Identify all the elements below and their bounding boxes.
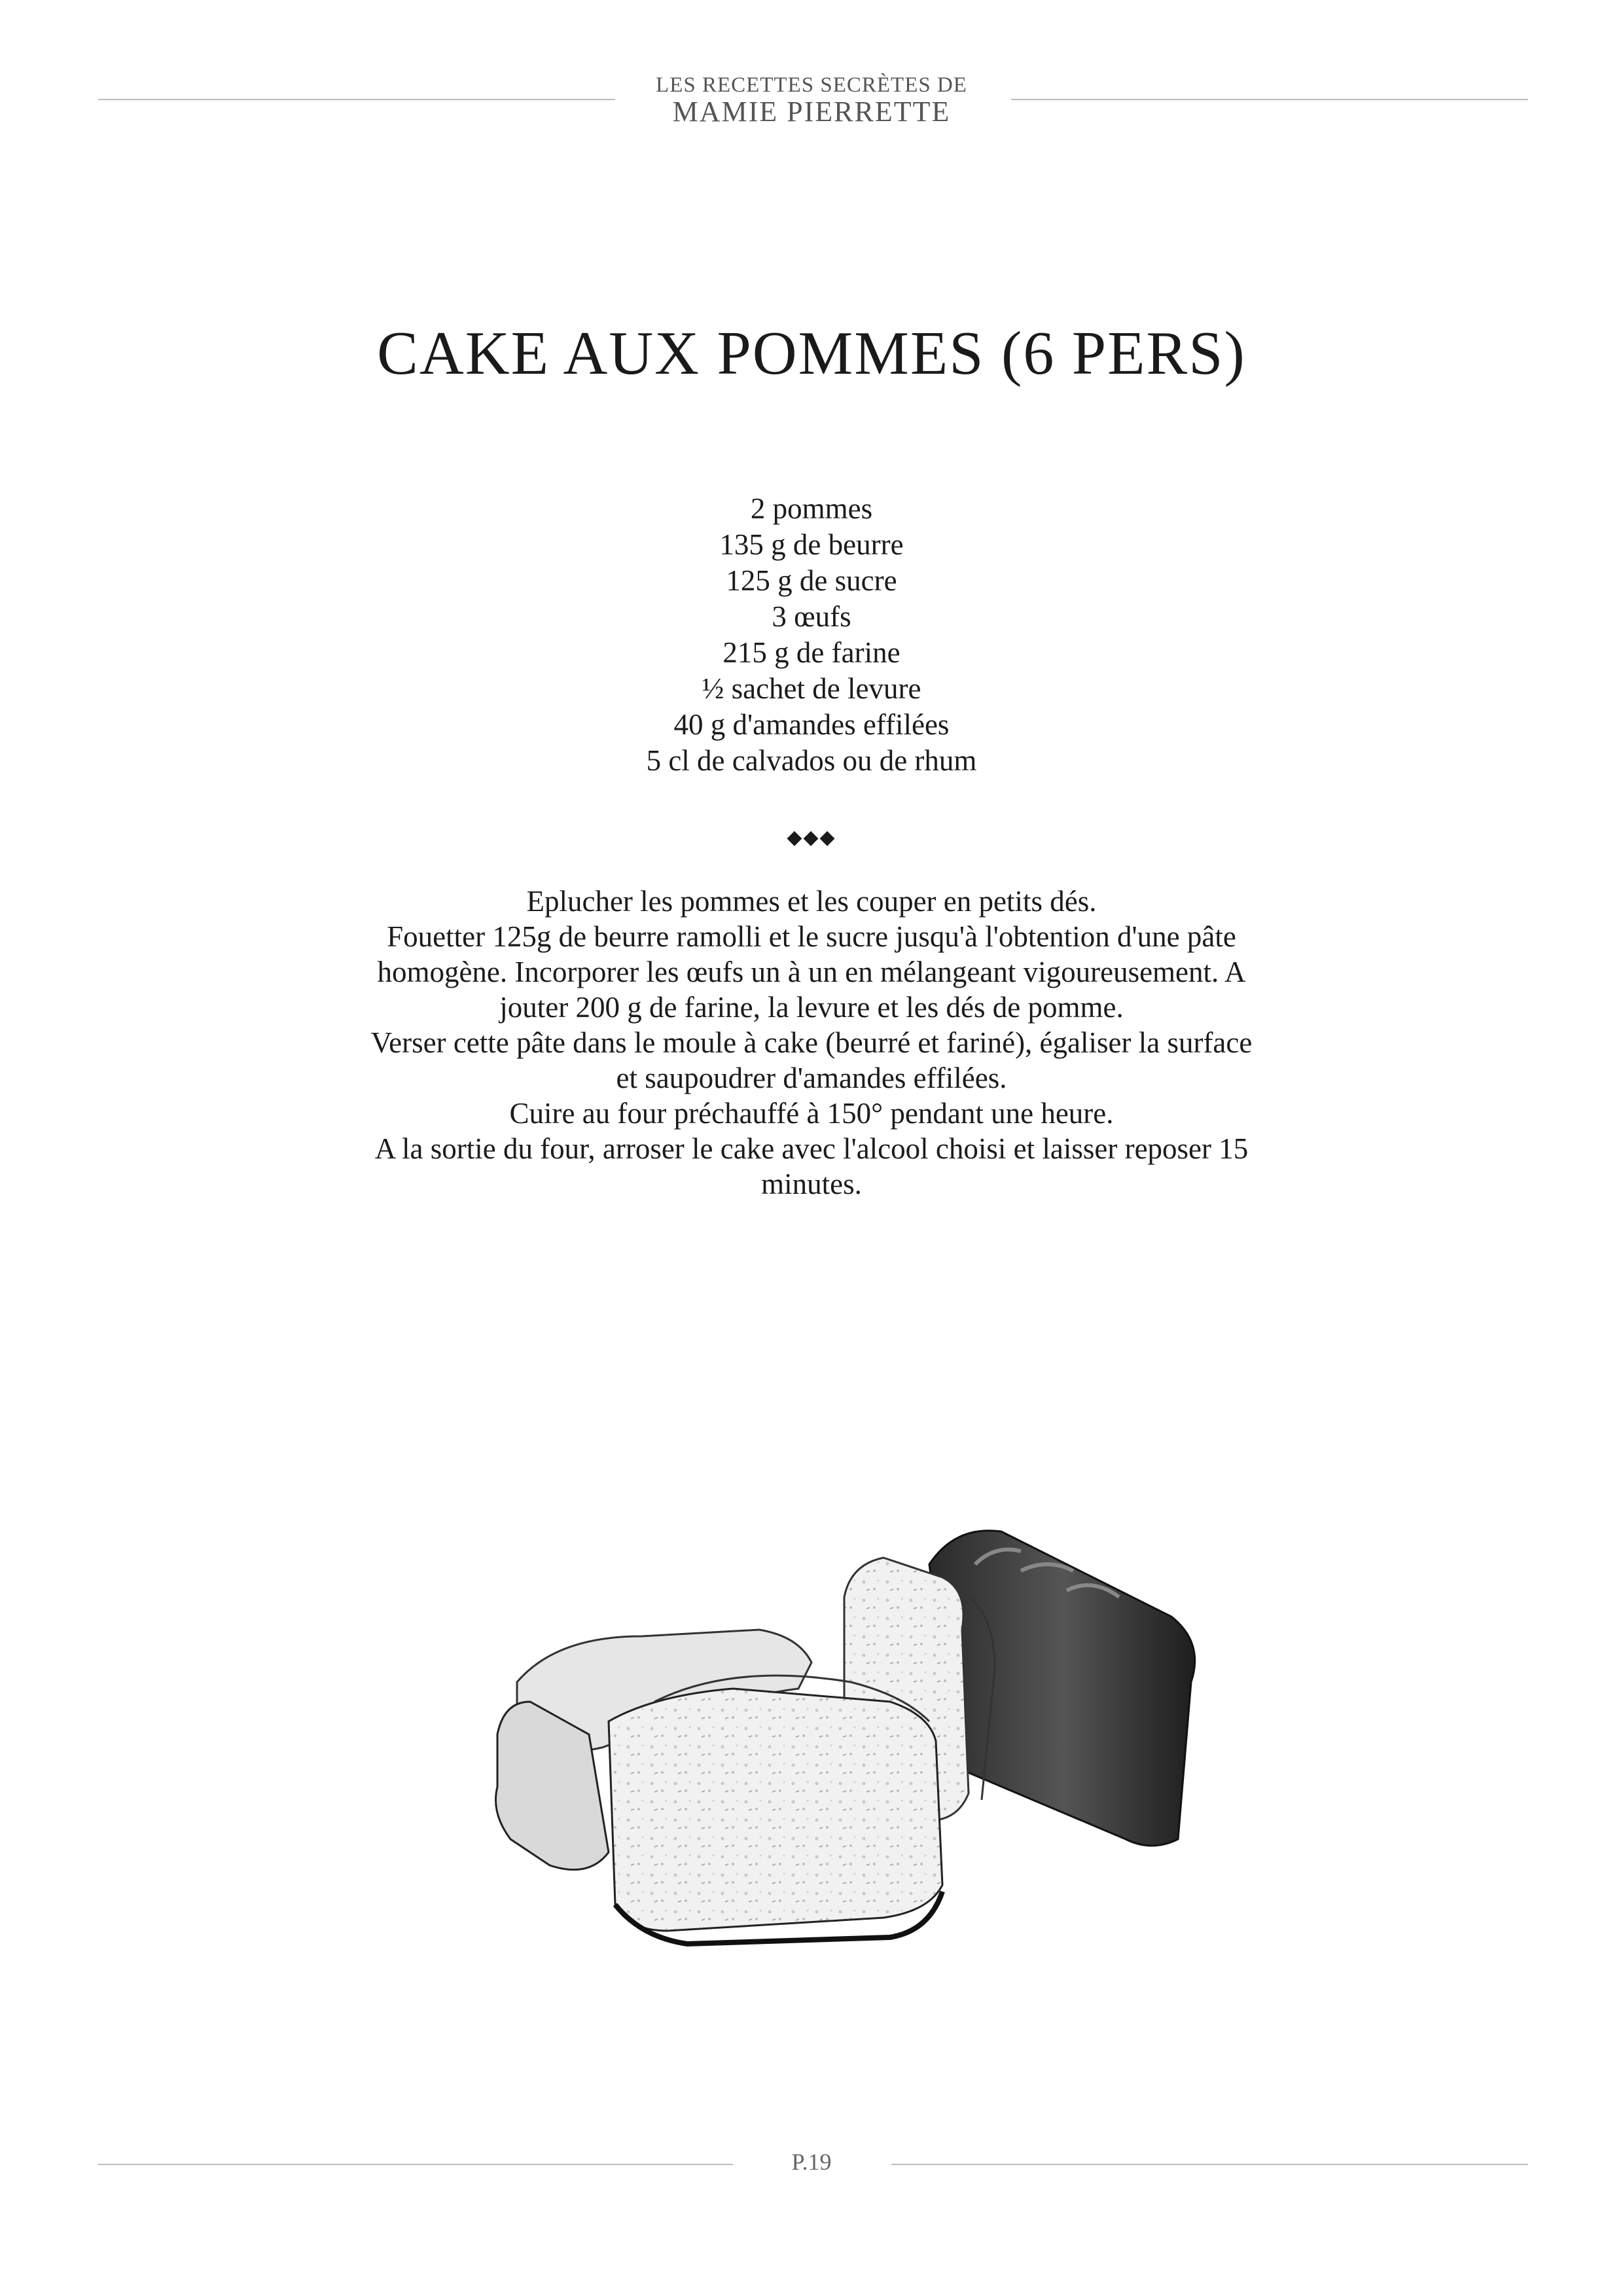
diamond-divider: ◆◆◆ <box>787 827 836 848</box>
ingredient-item: ½ sachet de levure <box>702 672 921 705</box>
ingredient-item: 3 œufs <box>772 600 851 633</box>
book-header <box>654 73 969 127</box>
step-paragraph: A la sortie du four, arroser le cake avec l'alcool choisi et laisser reposer 15 minutes. <box>374 1132 1249 1200</box>
ingredient-list <box>0 491 1623 779</box>
step-paragraph: Fouetter 125g de beurre ramolli et le sucre jusqu'à l'obtention d'une pâte homogène. Incorporer les œufs un à un en mélangeant vigoureusement. A jouter 200 g de farine, la levure et les dés de pomme. <box>377 920 1246 1024</box>
preparation-steps <box>366 884 1257 1202</box>
step-paragraph: Eplucher les pommes et les couper en petits dés. <box>526 885 1097 918</box>
step-paragraph: Cuire au four préchauffé à 150° pendant une heure. <box>509 1097 1114 1130</box>
cake-illustration <box>458 1486 1243 1983</box>
ingredient-item: 135 g de beurre <box>719 528 904 561</box>
header-rule-left <box>98 99 615 100</box>
ingredient-item: 215 g de farine <box>722 636 901 669</box>
footer-rule-left <box>98 2164 733 2165</box>
header-line-2: MAMIE PIERRETTE <box>672 96 951 128</box>
ingredient-item: 5 cl de calvados ou de rhum <box>646 744 977 777</box>
ingredient-item: 40 g d'amandes effilées <box>673 708 950 741</box>
footer-rule-right <box>891 2164 1528 2165</box>
ingredient-item: 125 g de sucre <box>726 564 897 597</box>
header-rule-right <box>1011 99 1528 100</box>
step-paragraph: Verser cette pâte dans le moule à cake (beurré et fariné), égaliser la surface et saupoudrer d'amandes effilées. <box>370 1026 1253 1094</box>
page-number: P.19 <box>791 2149 832 2175</box>
header-line-1: LES RECETTES SECRÈTES DE <box>656 73 967 97</box>
recipe-title: CAKE AUX POMMES (6 PERS) <box>377 319 1246 387</box>
ingredient-item: 2 pommes <box>750 492 873 525</box>
